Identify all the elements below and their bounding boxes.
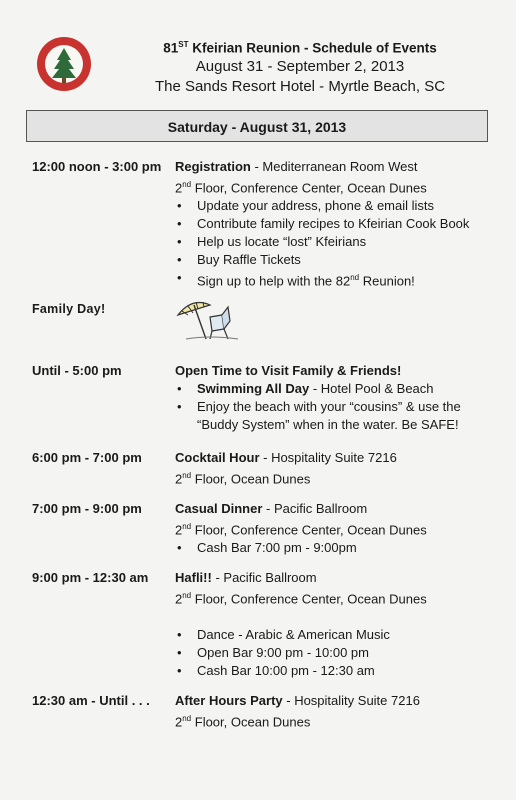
event-name: After Hours Party [175,693,283,708]
list-item: • Open Bar 9:00 pm - 10:00 pm [175,644,505,662]
event-time: 9:00 pm - 12:30 am [32,570,149,585]
event-bullets [175,380,505,434]
event-time: 6:00 pm - 7:00 pm [32,450,142,465]
event-floor: 2nd Floor, Conference Center, Ocean Dunes [175,522,427,538]
event-time: Until - 5:00 pm [32,363,122,378]
event-name: Hafli!! [175,570,212,585]
list-item: • Help us locate “lost” Kfeirians [175,233,505,251]
event-bullets [175,197,505,290]
list-item: • Cash Bar 7:00 pm - 9:00pm [175,539,505,557]
day-heading: Saturday - August 31, 2013 [26,110,488,142]
event-dates: August 31 - September 2, 2013 [195,57,405,75]
list-item: • Update your address, phone & email lists [175,197,505,215]
list-item: • Dance - Arabic & American Music [175,626,505,644]
list-item: • Cash Bar 10:00 pm - 12:30 am [175,662,505,680]
event-details: Cocktail Hour - Hospitality Suite 7216 2nd Floor, Ocean Dunes [175,449,505,488]
header [110,36,490,97]
event-name: Casual Dinner [175,501,263,516]
list-item: • Sign up to help with the 82nd Reunion! [175,269,505,290]
list-item: • Contribute family recipes to Kfeirian Cook Book [175,215,505,233]
event-time: 12:00 noon - 3:00 pm [32,159,162,174]
event-details: Hafli!! - Pacific Ballroom 2nd Floor, Conference Center, Ocean Dunes • Dance - Arabic & American Music • Open Bar 9:00 pm - 10:00 pm • Cash Bar 10:00 pm - 12:30 am [175,569,505,680]
list-item: • Buy Raffle Tickets [175,251,505,269]
event-details: Registration - Mediterranean Room West 2nd Floor, Conference Center, Ocean Dunes • Update your address, phone & email lists • Contribute family recipes to Kfeirian Cook Book • Help us locate “lost” Kfeirians • Buy Raffle Tickets • Sign up to help with the 82nd Reunion! [175,158,505,291]
event-name: Cocktail Hour [175,450,260,465]
foundation-logo-icon [36,36,92,92]
event-time: 12:30 am - Until . . . [32,693,150,708]
list-item: • Swimming All Day - Hotel Pool & Beach [175,380,505,398]
event-floor: 2nd Floor, Ocean Dunes [175,714,311,730]
event-details [175,362,505,434]
event-name: Open Time to Visit Family & Friends! [175,363,402,378]
event-floor: 2nd Floor, Conference Center, Ocean Dunes [175,180,427,196]
list-item: • Enjoy the beach with your “cousins” & use the “Buddy System” when in the water. Be SAFE! [175,398,505,434]
event-venue: The Sands Resort Hotel - Myrtle Beach, SC [154,77,446,95]
event-details: Casual Dinner - Pacific Ballroom 2nd Floor, Conference Center, Ocean Dunes • Cash Bar 7:00 pm - 9:00pm [175,500,505,557]
event-name: Registration [175,159,251,174]
event-title: 81ST Kfeirian Reunion - Schedule of Events [163,40,437,56]
event-floor: 2nd Floor, Conference Center, Ocean Dunes [175,591,427,607]
event-details: After Hours Party - Hospitality Suite 7216 2nd Floor, Ocean Dunes [175,692,505,731]
event-bullets [175,626,505,680]
family-day-label: Family Day! [32,302,106,316]
event-bullets [175,539,505,557]
beach-chair-umbrella-icon [176,295,242,343]
event-time: 7:00 pm - 9:00 pm [32,501,142,516]
event-floor: 2nd Floor, Ocean Dunes [175,471,311,487]
